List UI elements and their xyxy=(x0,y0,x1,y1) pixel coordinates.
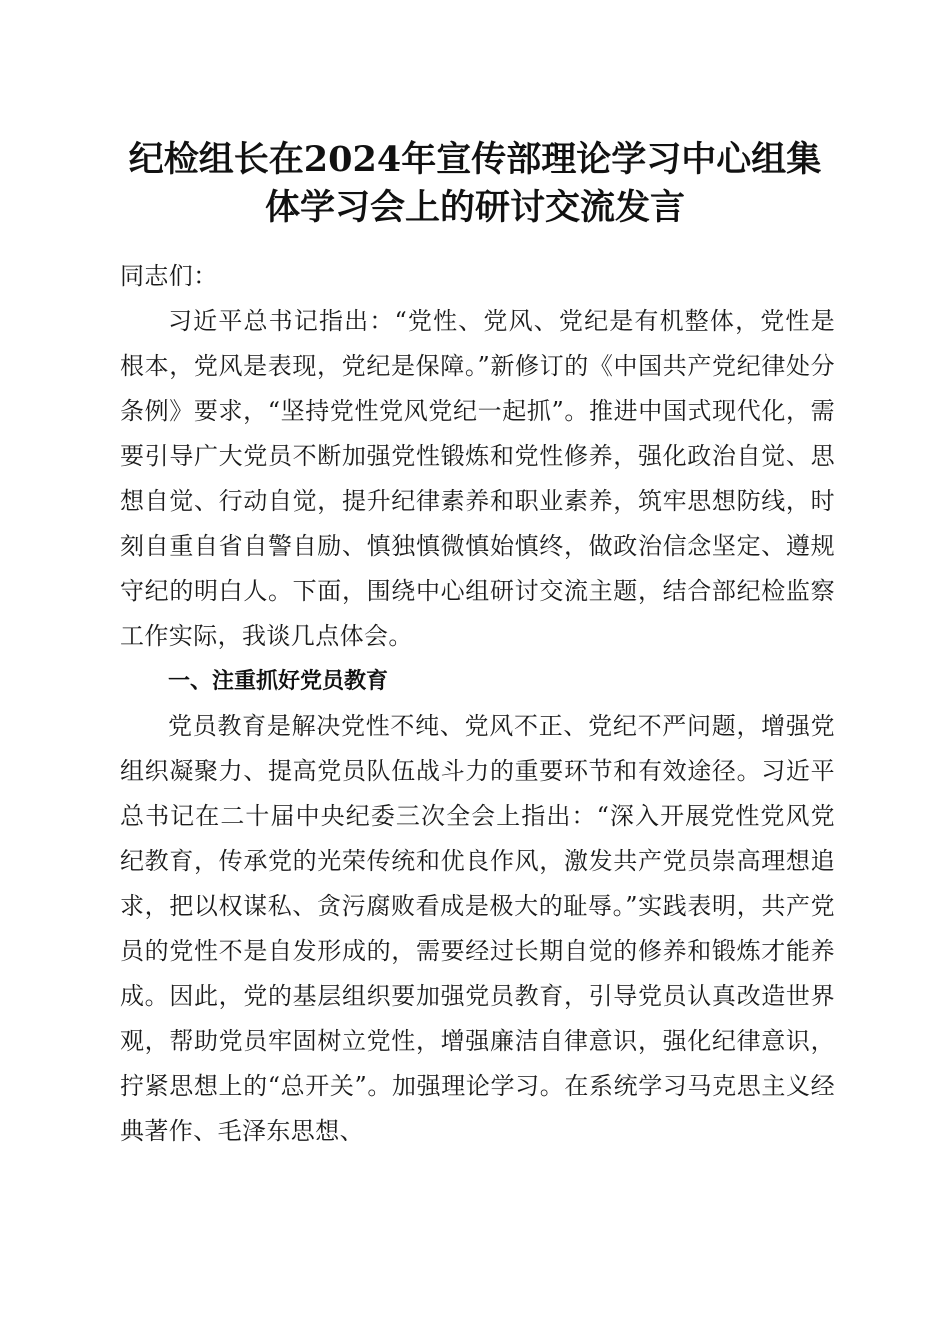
paragraph-intro: 习近平总书记指出：“党性、党风、党纪是有机整体，党性是根本，党风是表现，党纪是保障。”新修订的《中国共产党纪律处分条例》要求，“坚持党性党风党纪一起抓”。推进中国式现代化，需要引导广大党员不断加强党性锻炼和党性修养，强化政治自觉、思想自觉、行动自觉，提升纪律素养和职业素养，筑牢思想防线，时刻自重自省自警自励、慎独慎微慎始慎终，做政治信念坚定、遵规守纪的明白人。下面，围绕中心组研讨交流主题，结合部纪检监察工作实际，我谈几点体会。 xyxy=(120,307,835,650)
document-title-line-1: 纪检组长在2024年宣传部理论学习中心组集 xyxy=(128,139,822,180)
document-title-line-2: 体学习会上的研讨交流发言 xyxy=(264,187,685,228)
salutation: 同志们： xyxy=(120,262,218,290)
document-title xyxy=(110,136,840,232)
paragraph-party-education: 党员教育是解决党性不纯、党风不正、党纪不严问题，增强党组织凝聚力、提高党员队伍战斗力的重要环节和有效途径。习近平总书记在二十届中央纪委三次全会上指出：“深入开展党性党风党纪教育，传承党的光荣传统和优良作风，激发共产党员崇高理想追求，把以权谋私、贪污腐败看成是极大的耻辱。”实践表明，共产党员的党性不是自发形成的，需要经过长期自觉的修养和锻炼才能养成。因此，党的基层组织要加强党员教育，引导党员认真改造世界观，帮助党员牢固树立党性，增强廉洁自律意识，强化纪律意识，拧紧思想上的“总开关”。加强理论学习。在系统学习马克思主义经典著作、毛泽东思想、 xyxy=(120,712,835,1145)
document-body xyxy=(120,254,835,1154)
section-heading: 一、注重抓好党员教育 xyxy=(168,669,389,694)
